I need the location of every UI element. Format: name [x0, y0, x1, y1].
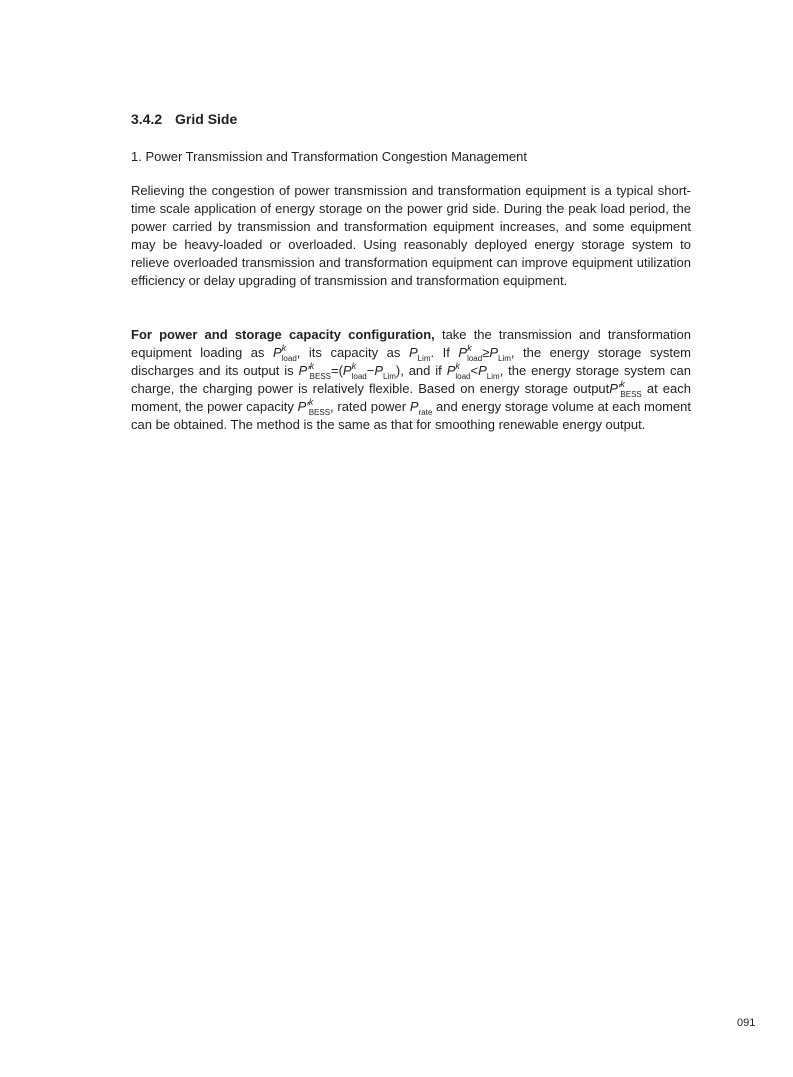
- math-superscript: k: [351, 360, 357, 371]
- math-symbol: [408, 345, 431, 363]
- math-subscript: BESS: [620, 389, 642, 399]
- text-run: =(: [331, 363, 343, 378]
- text-run: , the energy storage system discharges and its output is: [131, 345, 692, 378]
- math-symbol: [297, 396, 331, 417]
- math-symbol: [446, 360, 471, 381]
- math-variable: P: [342, 363, 352, 378]
- math-subscript: load: [455, 371, 471, 381]
- math-indices: [498, 346, 511, 362]
- math-variable: P: [489, 345, 499, 360]
- text-run: at each moment, the power capacity: [131, 381, 691, 414]
- section-title: Grid Side: [175, 111, 238, 127]
- math-variable: P: [478, 363, 487, 378]
- math-symbol: [374, 363, 396, 381]
- math-symbol: [478, 363, 500, 381]
- math-indices: [351, 360, 367, 381]
- math-subscript: rate: [418, 407, 433, 417]
- math-superscript: k: [620, 378, 625, 389]
- text-run: ), and if: [395, 363, 447, 378]
- math-indices: [620, 378, 642, 399]
- math-symbol: [489, 345, 511, 363]
- body-paragraph-2: [131, 326, 691, 434]
- math-indices: [467, 342, 483, 363]
- math-symbol: [272, 342, 297, 363]
- math-variable: P: [408, 345, 418, 360]
- math-subscript: BESS: [309, 371, 331, 381]
- math-symbol: [458, 342, 483, 363]
- math-indices: [383, 364, 396, 380]
- math-superscript: [383, 362, 396, 370]
- math-indices: [281, 342, 297, 363]
- math-indices: [309, 360, 331, 381]
- section-number: 3.4.2: [131, 111, 163, 127]
- math-superscript: k: [455, 360, 460, 371]
- body-paragraph-1: Relieving the congestion of power transmission and transformation equipment is a typical short-time scale application of energy storage on the power grid side. During the peak load period, the power carried by transmission and transformation equipment increases, and some equipment may be heavy-loaded or overloaded. Using reasonably deployed energy storage system to relieve overloaded transmission and transformation equipment can improve equipment utilization efficiency or delay upgrading of transmission and transformation equipment.: [131, 183, 691, 288]
- text-run: <: [470, 363, 479, 378]
- section-heading: [131, 111, 237, 127]
- math-subscript: Lim: [486, 371, 500, 381]
- math-symbol: [298, 360, 331, 381]
- math-variable: P′: [298, 363, 310, 378]
- math-variable: P: [272, 345, 282, 360]
- math-superscript: [419, 398, 433, 406]
- text-run: and energy storage volume at each moment can be obtained. The method is the same as that for smoothing renewable energy output.: [131, 399, 691, 432]
- page-number: 091: [737, 1017, 756, 1029]
- math-variable: P: [409, 399, 419, 414]
- math-symbol: [609, 378, 642, 399]
- math-superscript: [418, 344, 431, 352]
- math-indices: [308, 396, 331, 417]
- math-indices: [455, 360, 471, 381]
- text-run: . If: [430, 345, 459, 360]
- math-variable: P: [458, 345, 468, 360]
- math-indices: [418, 346, 431, 362]
- text-run: take the transmission and transformation equipment loading as: [131, 327, 691, 360]
- text-run: , rated power: [330, 399, 410, 414]
- math-variable: P: [374, 363, 383, 378]
- math-superscript: k: [281, 342, 287, 353]
- math-subscript: Lim: [382, 371, 396, 381]
- text-run: , its capacity as: [296, 345, 409, 360]
- math-variable: P′: [297, 399, 309, 414]
- math-superscript: k: [309, 360, 315, 371]
- math-superscript: k: [467, 342, 472, 353]
- text-run: , the energy storage system can charge, the charging power is relatively flexible. Based on energy storage output: [131, 363, 692, 396]
- math-superscript: [498, 344, 511, 352]
- text-run: ≥: [482, 345, 490, 360]
- math-superscript: k: [308, 396, 314, 407]
- math-variable: P: [446, 363, 456, 378]
- math-subscript: load: [467, 353, 483, 363]
- math-subscript: Lim: [498, 353, 511, 363]
- math-subscript: Lim: [417, 353, 431, 363]
- math-superscript: [487, 362, 500, 370]
- bold-lead-text: For power and storage capacity configuration,: [131, 327, 435, 342]
- math-indices: [487, 364, 500, 380]
- text-run: −: [366, 363, 375, 378]
- math-symbol: [342, 360, 367, 381]
- math-variable: P′: [609, 381, 621, 396]
- math-subscript: load: [351, 371, 367, 381]
- math-indices: [419, 400, 433, 416]
- math-subscript: load: [281, 353, 297, 363]
- subsection-heading: 1. Power Transmission and Transformation Congestion Management: [131, 149, 527, 164]
- math-subscript: BESS: [308, 407, 331, 417]
- math-symbol: [409, 399, 433, 417]
